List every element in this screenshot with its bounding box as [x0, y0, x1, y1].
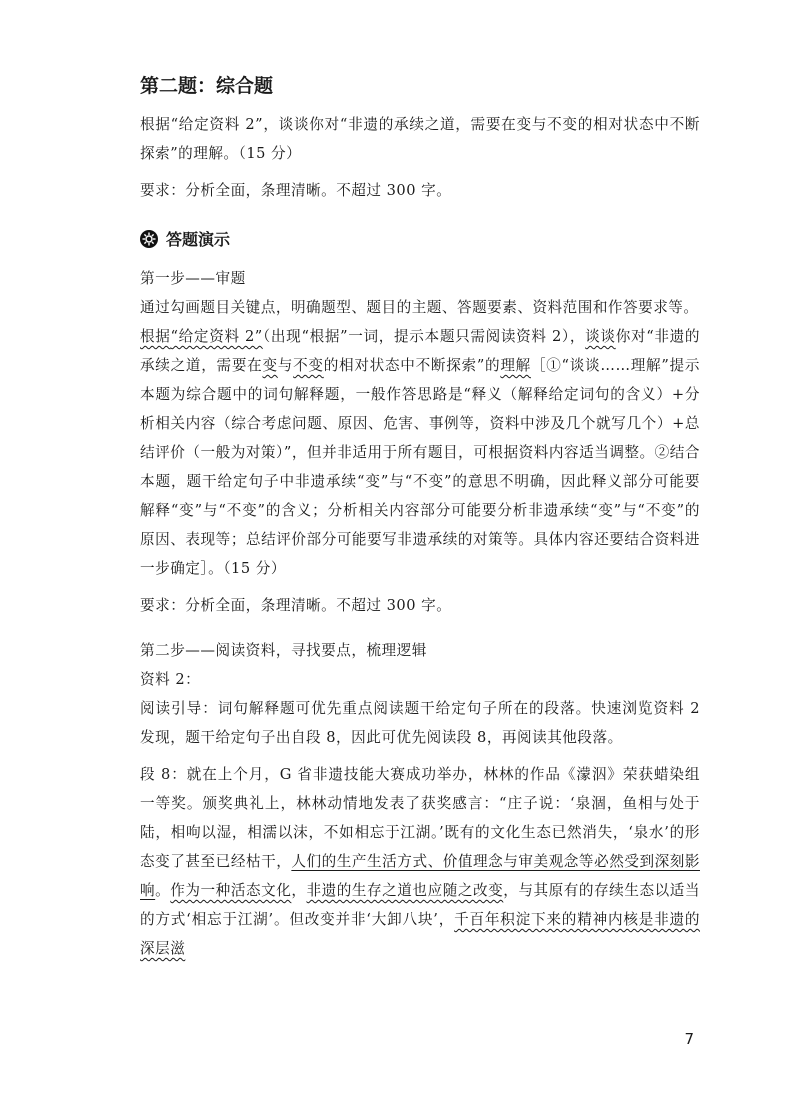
gear-icon — [140, 230, 158, 248]
step1-title: 第一步——审题 — [140, 270, 246, 287]
para8-wavy-3: 千百年积淀下来的精神内核是非遗的深层滋 — [140, 911, 700, 957]
reading-guide: 阅读引导：词句解释题可优先重点阅读题干给定句子所在的段落。快速浏览资料 2 发现，题干给定句子出自段 8，因此可优先阅读段 8，再阅读其他段落。 — [140, 700, 700, 746]
analysis-note-1: （出现“根据”一词，提示本题只需阅读资料 2）， — [262, 328, 586, 345]
step1-requirement: 要求：分析全面，条理清晰。不超过 300 字。 — [140, 597, 452, 614]
keyword-bubian: 不变 — [293, 357, 324, 374]
para8-underline-1: 人们的生产生活方式、价值理念与审美观念等必然受到深刻影响 — [140, 853, 700, 899]
step2-title: 第二步——阅读资料，寻找要点，梳理逻辑 — [140, 642, 427, 659]
para8-wavy-1: 作为一种活态文化 — [170, 882, 292, 899]
para8-part-e: ， — [291, 882, 307, 899]
section-title: 第二题：综合题 — [140, 75, 274, 97]
para8-part-a: 段 8：就在上个月，G 省非遗技能大赛成功举办，林林的作品《濛泅》荣获蜡染组一等奖。颁奖典礼上，林林动情地发表了获奖感言：“庄子说：‘泉涸，鱼相与处于陆，相呴以湿，相濡以沫，不如相忘于江湖。’既有的文化生态已然消失，‘泉水’的形态变了甚至已经枯干， — [140, 766, 700, 870]
keyword-material: “给定资料 2” — [170, 328, 263, 345]
question-text: 根据“给定资料 2”，谈谈你对“非遗的承续之道，需要在变与不变的相对状态中不断探索”的理解。（15 分） — [140, 116, 700, 162]
demo-heading — [140, 227, 700, 250]
analysis-text-3: 的相对状态中不断探索”的 — [323, 357, 501, 374]
step1-intro: 通过勾画题目关键点，明确题型、题目的主题、答题要素、资料范围和作答要求等。 — [140, 299, 699, 316]
page-number: 7 — [684, 1030, 694, 1048]
keyword-genju: 根据 — [140, 328, 171, 345]
material-label: 资料 2： — [140, 671, 201, 688]
analysis-explanation: ［①“谈谈……理解”提示本题为综合题中的词句解释题，一般作答思路是“释义（解释给定词句的含义）+分析相关内容（综合考虑问题、原因、危害、事例等，资料中涉及几个就写几个）+总结评价（一般为对策）”，但并非适用于所有题目，可根据资料内容适当调整。②结合本题，题干给定句子中非遗承续“变”与“不变”的意思不明确，因此释义部分可能要解释“变”与“不变”的含义；分析相关内容部分可能要分析非遗承续“变”与“不变”的原因、表现等；总结评价部分可能要写非遗承续的对策等。具体内容还要结合资料进一步确定］。（15 分） — [140, 357, 700, 577]
keyword-bian: 变 — [262, 357, 278, 374]
para8-wavy-2: 非遗的生存之道也应随之改变 — [306, 882, 504, 899]
keyword-tantan: 谈谈 — [585, 328, 616, 345]
demo-heading-label: 答题演示 — [166, 230, 231, 249]
para8-part-c: 。 — [155, 882, 171, 899]
requirement-text: 要求：分析全面，条理清晰。不超过 300 字。 — [140, 182, 452, 199]
para8-part-g: ，与其原有的存续生态以适当的方式‘相忘于江湖’。但改变并非‘大卸八块’， — [140, 882, 700, 928]
paragraph-8 — [140, 760, 700, 963]
page-content — [140, 72, 700, 963]
step1-analysis — [140, 322, 700, 583]
keyword-lijie: 理解 — [500, 357, 531, 374]
analysis-text-2: 与 — [277, 357, 294, 374]
analysis-text-1: 你对“非遗的承续之道，需要在 — [140, 328, 700, 374]
